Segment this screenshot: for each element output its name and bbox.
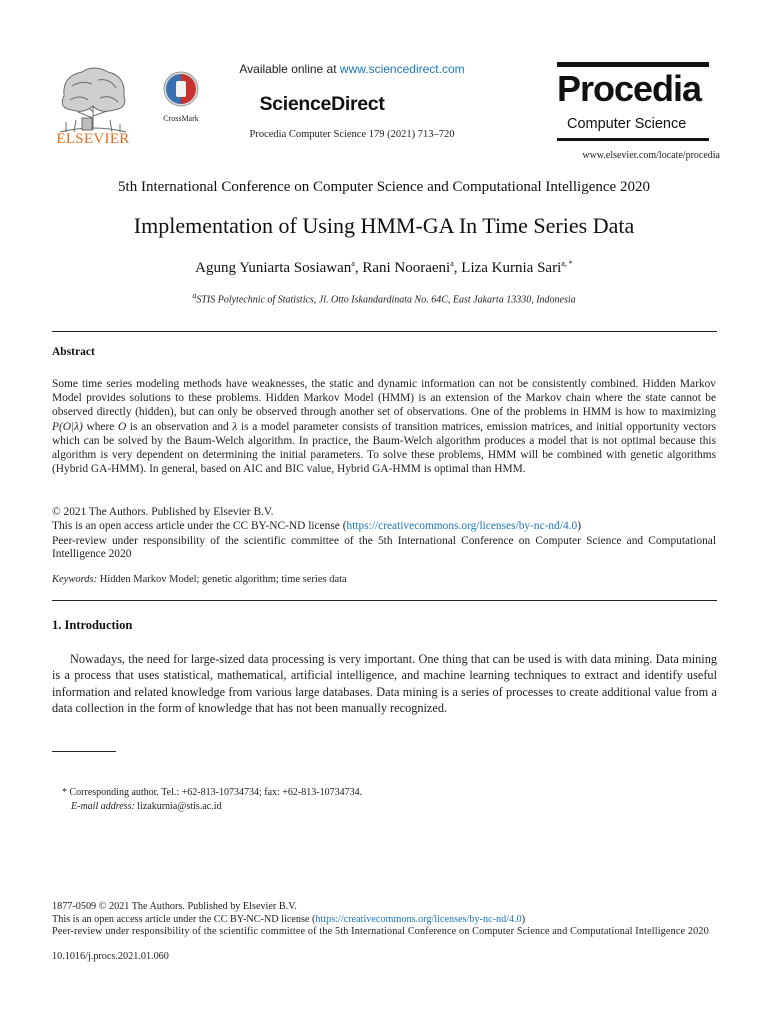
license-link[interactable]: https://creativecommons.org/licenses/by-nc-nd/4.0 bbox=[346, 520, 578, 532]
footer-license-prefix: This is an open access article under the CC BY-NC-ND license ( bbox=[52, 914, 316, 925]
author-affil-mark: a bbox=[351, 259, 355, 268]
sciencedirect-link[interactable]: www.sciencedirect.com bbox=[339, 62, 465, 76]
footnote-divider bbox=[52, 751, 116, 752]
available-online bbox=[222, 62, 482, 76]
affiliation bbox=[0, 291, 768, 305]
abstract-text-part: is a model parameter consists of transition matrices, emission matrices, and initial opportunity vectors which can be solved by the Baum-Welch algorithm. In practice, the Baum-Welch algorithm produces a model that is not optimal because this algorithm is very dependent on determining the initial parameters. To solve these problems, HMM will be combined with genetic algorithms (Hybrid GA-HMM). In general, based on AIC and BIC value, Hybrid GA-HMM is optimal than HMM. bbox=[52, 420, 716, 476]
affiliation-text: STIS Polytechnic of Statistics, Jl. Otto Iskandardinata No. 64C, East Jakarta 13330, Indonesia bbox=[196, 294, 576, 306]
license-prefix: This is an open access article under the CC BY-NC-ND license ( bbox=[52, 520, 347, 532]
footer-license-link[interactable]: https://creativecommons.org/licenses/by-nc-nd/4.0 bbox=[315, 914, 522, 925]
footer-license bbox=[52, 914, 716, 926]
footer-issn: 1877-0509 © 2021 The Authors. Published by Elsevier B.V. bbox=[52, 901, 297, 912]
procedia-top-rule bbox=[557, 62, 709, 67]
elsevier-locate-url[interactable]: www.elsevier.com/locate/procedia bbox=[582, 150, 720, 161]
footer-license-suffix: ) bbox=[521, 914, 526, 925]
journal-reference: Procedia Computer Science 179 (2021) 713–720 bbox=[249, 129, 455, 140]
abstract-divider bbox=[52, 600, 717, 601]
email-label: E-mail address: bbox=[71, 801, 135, 812]
abstract-text-part: is an observation and bbox=[126, 420, 233, 433]
intro-paragraph bbox=[52, 651, 717, 717]
header-divider bbox=[52, 331, 717, 332]
footer-peer-review: Peer-review under responsibility of the scientific committee of the 5th International Conference on Computer Science and Computational Intelligence 2020 bbox=[52, 926, 709, 937]
license-suffix: ) bbox=[577, 520, 582, 532]
procedia-subtitle: Computer Science bbox=[567, 116, 687, 132]
email-address[interactable]: lizakurnia@stis.ac.id bbox=[134, 801, 222, 812]
corresponding-author-note: * Corresponding author. Tel.: +62-813-10734734; fax: +62-813-10734734. bbox=[62, 787, 363, 798]
keywords-label: Keywords: bbox=[52, 574, 98, 585]
procedia-wordmark: Procedia bbox=[557, 68, 702, 109]
affiliation-mark: a bbox=[192, 291, 197, 300]
crossmark-label: CrossMark bbox=[163, 114, 199, 123]
available-prefix: Available online at bbox=[239, 62, 340, 76]
abstract-symbol: λ bbox=[232, 420, 238, 433]
crossmark-icon bbox=[157, 70, 205, 108]
conference-name: 5th International Conference on Computer Science and Computational Intelligence 2020 bbox=[118, 179, 650, 195]
peer-review-statement: Peer-review under responsibility of the scientific committee of the 5th International Conference on Computer Science and Computational Intelligence 2020 bbox=[52, 535, 716, 561]
footer-doi[interactable]: 10.1016/j.procs.2021.01.060 bbox=[52, 951, 169, 962]
procedia-bottom-rule bbox=[557, 138, 709, 141]
author-affil-mark: a, * bbox=[561, 259, 573, 268]
abstract-text-part: Some time series modeling methods have weaknesses, the static and dynamic information can not be consistently combined. Hidden Markov Model provides solutions to these problems. Hidden Markov Model (HMM) is an extension of the Markov chain where the state cannot be observed directly (hidden), but can only be observed through another set of observations. One of the problems in HMM is how to maximizing bbox=[52, 378, 716, 419]
crossmark-badge[interactable] bbox=[157, 70, 205, 122]
abstract-body bbox=[52, 377, 716, 476]
section-heading: 1. Introduction bbox=[52, 618, 133, 632]
email-note bbox=[71, 801, 221, 812]
abstract-text-part: where bbox=[82, 420, 118, 433]
intro-text: Nowadays, the need for large-sized data processing is very important. One thing that can be used is with data mining. Data mining is a process that uses statistical, mathematical, artificial intelligence, and machine learning techniques to extract and identify useful information and related knowledge from various large databases. Data mining is a series of processes to create additional value from a data collection in the form of knowledge that has not been manually recognized. bbox=[52, 652, 717, 716]
author-name: Liza Kurnia Sari bbox=[461, 260, 562, 276]
keywords bbox=[52, 574, 347, 585]
keywords-text: Hidden Markov Model; genetic algorithm; time series data bbox=[97, 574, 347, 585]
sciencedirect-wordmark: ScienceDirect bbox=[259, 93, 385, 115]
author-name: Rani Nooraeni bbox=[362, 260, 451, 276]
abstract-formula: P(O|λ) bbox=[52, 420, 83, 433]
elsevier-wordmark: ELSEVIER bbox=[56, 131, 130, 147]
copyright-line: © 2021 The Authors. Published by Elsevier B.V. bbox=[52, 506, 274, 518]
abstract-symbol: O bbox=[117, 420, 127, 433]
author-list: Agung Yuniarta Sosiawan$^a$, Rani Nooraeni$^a$, Liza Kurnia Sari$^{a, *}$ bbox=[195, 259, 573, 276]
abstract-heading: Abstract bbox=[52, 346, 95, 358]
paper-title: Implementation of Using HMM-GA In Time Series Data bbox=[133, 213, 635, 238]
author-name: Agung Yuniarta Sosiawan bbox=[195, 260, 352, 276]
license-line bbox=[52, 520, 716, 533]
author-affil-mark: a bbox=[450, 259, 454, 268]
